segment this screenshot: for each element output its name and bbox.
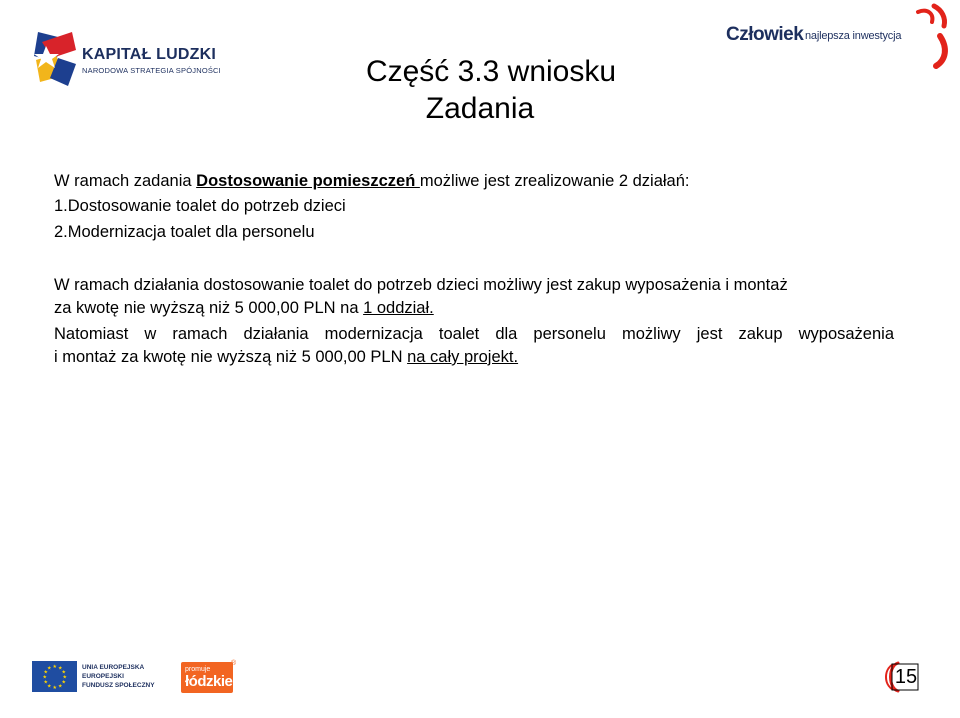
kapital-ludzki-subtitle: NARODOWA STRATEGIA SPÓJNOŚCI	[82, 66, 221, 75]
slide-title-text: Część 3.3 wniosku	[365, 55, 617, 88]
svg-text:★: ★	[61, 669, 66, 676]
list-item: 1.Dostosowanie toalet do potrzeb dzieci	[54, 197, 346, 215]
page-number-box	[880, 660, 920, 694]
svg-text:★: ★	[58, 665, 63, 672]
czlowiek-tagline: najlepsza inwestycja	[805, 30, 902, 42]
svg-text:★: ★	[52, 664, 57, 670]
lodzkie-badge	[181, 662, 233, 693]
eu-logo-line2: EUROPEJSKI	[82, 673, 124, 680]
paragraph-a-line1: W ramach działania dostosowanie toalet do potrzeb dzieci możliwy jest zakup wyposażenia i montaż	[54, 276, 788, 294]
paragraph-a-line2-text: za kwotę nie wyższą niż 5 000,00 PLN na	[54, 299, 364, 317]
slide-subtitle-text: Zadania	[425, 92, 535, 125]
intro-before: W ramach zadania	[54, 172, 197, 190]
svg-text:★: ★	[47, 683, 52, 690]
intro-text	[54, 172, 690, 191]
svg-text:★: ★	[58, 683, 63, 690]
list-item: 2.Modernizacja toalet dla personelu	[54, 223, 315, 241]
eu-flag-icon	[32, 661, 77, 692]
eu-logo	[32, 660, 155, 696]
svg-text:★: ★	[43, 679, 48, 686]
svg-text:★: ★	[62, 674, 67, 681]
paragraph-b-line2	[54, 348, 518, 367]
eu-logo-line3: FUNDUSZ SPOŁECZNY	[82, 682, 155, 689]
lodzkie-small-text: promuje	[185, 666, 211, 673]
paragraph-b-line2-text: i montaż za kwotę nie wyższą niż 5 000,00 PLN	[54, 348, 408, 366]
paragraph-a-line2	[54, 299, 434, 318]
svg-text:★: ★	[61, 679, 66, 686]
page-number: 15	[894, 666, 918, 688]
eu-logo-text	[82, 663, 155, 690]
svg-text:★: ★	[42, 674, 47, 681]
kapital-ludzki-title: KAPITAŁ LUDZKI	[82, 46, 217, 63]
paragraph-a-line2-underlined: 1 oddział.	[363, 299, 434, 317]
svg-text:★: ★	[52, 685, 57, 691]
intro-after: możliwe jest zrealizowanie 2 działań:	[419, 172, 690, 190]
paragraph-b-line2-underlined: na cały projekt.	[407, 348, 519, 366]
svg-text:★: ★	[47, 665, 52, 672]
svg-text:★: ★	[43, 669, 48, 676]
eu-logo-line1: UNIA EUROPEJSKA	[82, 664, 145, 671]
paragraph-b-line1: Natomiast w ramach działania modernizacja toalet dla personelu możliwy jest zakup wyposażenia	[54, 325, 894, 343]
czlowiek-word: Człowiek	[726, 24, 804, 45]
intro-task-name: Dostosowanie pomieszczeń	[196, 172, 420, 190]
slide-subtitle	[0, 92, 960, 126]
registered-mark: ®	[231, 660, 237, 667]
slide-title	[0, 55, 960, 89]
lodzkie-big-text: łódzkie	[185, 673, 233, 690]
promuje-lodzkie-logo	[181, 660, 239, 694]
